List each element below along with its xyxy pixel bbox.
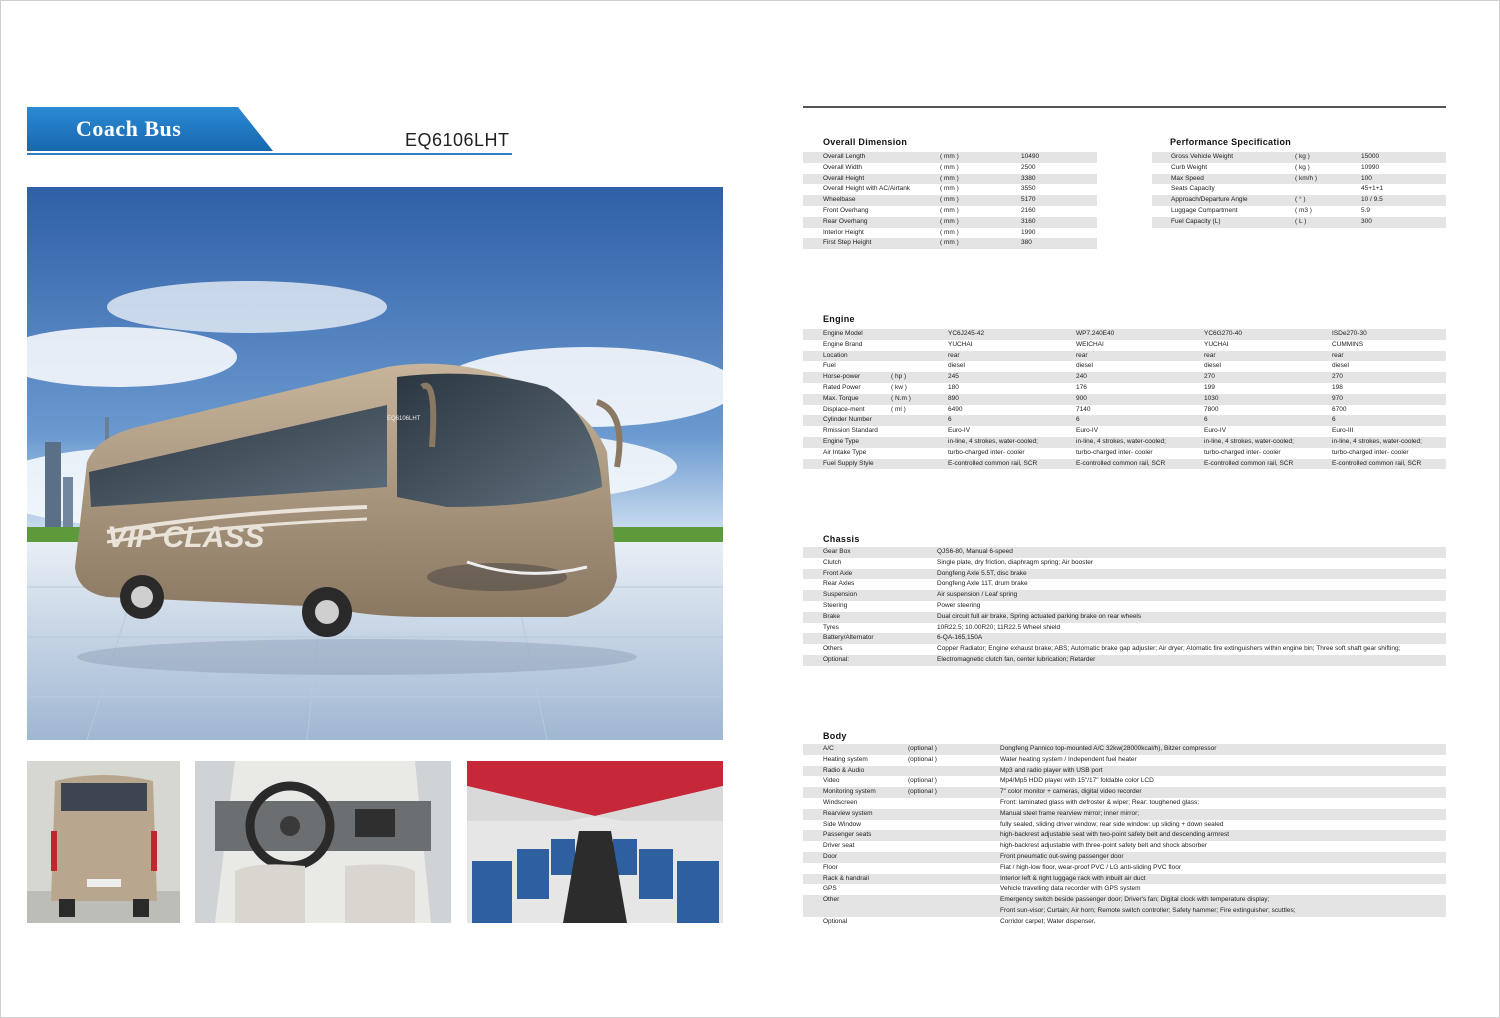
- table-row: Overall Length ( mm ) 10490: [803, 152, 1097, 163]
- table-row: Door Front pneumatic out-swing passenger door: [803, 852, 1446, 863]
- top-rule: [803, 106, 1446, 108]
- table-row: Rearview system Manual steel frame rearview mirror; inner mirror;: [803, 809, 1446, 820]
- table-row: Overall Height with AC/Airtank ( mm ) 3550: [823, 185, 1036, 193]
- table-row: GPS Vehicle travelling data recorder with GPS system: [823, 885, 1141, 893]
- overall-dimension-table: [803, 152, 1097, 249]
- table-row: Optional Corridor carpet; Water dispenser,: [823, 917, 1096, 925]
- table-row: Side Window fully sealed, sliding driver window; rear side window: up sliding + down sealed: [823, 820, 1224, 828]
- table-row: Rmission Standard Euro-IV Euro-IV Euro-IV Euro-III: [823, 427, 1354, 435]
- table-row: Heating system (optional ) Water heating system / Independent fuel heater: [823, 755, 1137, 763]
- table-row: Rear Axles Dongfeng Axle 11T, drum brake: [823, 580, 1028, 588]
- table-row: Video (optional ) Mp4/Mp5 HDD player with 15"/17" foldable color LCD: [823, 777, 1154, 785]
- table-row: First Step Height ( mm ) 380: [803, 238, 1097, 249]
- table-row: Floor Flat / high-low floor, wear-proof PVC / LG anti-sliding PVC floor: [823, 863, 1181, 871]
- table-row: Monitoring system (optional ) 7" color monitor + cameras, digital video recorder: [803, 787, 1446, 798]
- table-row: Rack & handrail Interior left & right luggage rack with inbuilt air duct: [803, 874, 1446, 885]
- cabin-image: [467, 761, 723, 923]
- table-row: Curb Weight ( kg ) 10990: [1171, 163, 1380, 171]
- table-row: Engine Model YC6J245-42 WP7.240E40 YC6G270-40 ISDe270-30: [803, 329, 1446, 340]
- table-row: Front Overhang ( mm ) 2160: [823, 206, 1036, 214]
- table-row: Other Emergency switch beside passenger door; Driver's fan; Digital clock with temperature display;: [803, 895, 1446, 906]
- table-row: Overall Height ( mm ) 3380: [803, 174, 1097, 185]
- body-table: [803, 744, 1446, 928]
- performance-table: [1152, 152, 1446, 228]
- engine-title: Engine: [823, 314, 855, 324]
- table-row: Fuel diesel diesel diesel diesel: [823, 362, 1349, 370]
- table-row: Gear Box QJS6-80, Manual 6-speed: [803, 547, 1446, 558]
- body-title: Body: [823, 731, 847, 741]
- table-row: Clutch Single plate, dry friction, diaphragm spring; Air booster: [823, 558, 1094, 566]
- vip-class-livery: VIP CLASS: [107, 521, 265, 554]
- table-row: Fuel Capacity (L) ( L ) 300: [1152, 217, 1446, 228]
- table-row: Wheelbase ( mm ) 5170: [803, 195, 1097, 206]
- table-row: Engine Brand YUCHAI WEICHAI YUCHAI CUMMINS: [823, 340, 1364, 348]
- table-row: Rated Power ( kw ) 180 176 199 198: [823, 383, 1343, 391]
- model-number: EQ6106LHT: [405, 130, 510, 150]
- table-row: Windscreen Front: laminated glass with defroster & wiper; Rear: toughened glass;: [823, 798, 1200, 806]
- table-row: Horse-power ( hp ) 245 240 270 270: [803, 372, 1446, 383]
- table-row: Steering Power steering: [823, 601, 981, 609]
- dashboard-image: [195, 761, 451, 923]
- table-row: Driver seat high-backrest adjustable with three-point safety belt and shock absorber: [823, 842, 1208, 850]
- table-row: Tyres 10R22.5; 10.00R20; 11R22.5 Wheel shield: [823, 623, 1061, 631]
- table-row: Approach/Departure Angle ( ° ) 10 / 9.5: [1152, 195, 1446, 206]
- hero-bus-image: [27, 187, 723, 740]
- header-rule: [27, 153, 512, 155]
- table-row: Gross Vehicle Weight ( kg ) 15000: [1152, 152, 1446, 163]
- table-row: Luggage Compartment ( m3 ) 5.9: [1171, 206, 1371, 214]
- windshield-label: EQ6106LHT: [387, 416, 421, 422]
- table-row: Optional: Electromagnetic clutch fan, center lubrication; Retarder: [803, 655, 1446, 666]
- rear-view-image: [27, 761, 180, 923]
- table-row: Air Intake Type turbo-charged inter- cooler turbo-charged inter- cooler turbo-charged inter- cooler turbo-charged inter- cooler: [823, 448, 1409, 456]
- table-row: Location rear rear rear rear: [803, 351, 1446, 362]
- table-row: Rear Overhang ( mm ) 3160: [803, 217, 1097, 228]
- chassis-table: [803, 547, 1446, 666]
- performance-title: Performance Specification: [1170, 137, 1292, 147]
- table-row: Max. Torque ( N.m ) 890 900 1030 970: [803, 394, 1446, 405]
- table-row: Radio & Audio Mp3 and radio player with USB port: [803, 766, 1446, 777]
- table-row: Max Speed ( km/h ) 100: [1152, 174, 1446, 185]
- table-row: Interior Height ( mm ) 1990: [823, 228, 1036, 236]
- table-row: Passenger seats high-backrest adjustable seat with two-point safety belt and descending armrest: [803, 830, 1446, 841]
- table-row: Brake Dual circuit full air brake, Spring actuated parking brake on rear wheels: [803, 612, 1446, 623]
- table-row: Engine Type in-line, 4 strokes, water-cooled; in-line, 4 strokes, water-cooled; in-line, 4 strokes, water-cooled; in-line, 4 strokes, water-cooled;: [803, 437, 1446, 448]
- table-row: Displace-ment ( ml ) 6490 7140 7800 6700: [823, 405, 1347, 413]
- table-row: Suspension Air suspension / Leaf spring: [803, 590, 1446, 601]
- table-row: Fuel Supply Style E-controlled common rail, SCR E-controlled common rail, SCR E-controlled common rail, SCR E-controlled common rail, SCR: [803, 459, 1446, 470]
- banner-title: Coach Bus: [76, 116, 182, 141]
- table-row: Front Axle Dongfeng Axle 5.5T, disc brake: [803, 569, 1446, 580]
- table-row: Seats Capacity 45+1+1: [1171, 185, 1384, 193]
- title-banner: [27, 107, 273, 151]
- overall-dimension-title: Overall Dimension: [823, 137, 908, 147]
- table-row: Cylinder Number 6 6 6 6: [803, 415, 1446, 426]
- table-row: Front sun-visor; Curtain; Air horn; Remote switch controller; Safety hammer; Fire extinguisher; scuttles;: [803, 906, 1446, 917]
- table-row: Others Copper Radiator; Engine exhaust brake; ABS; Automatic brake gap adjuster; Air dryer; Atomatic fire extinguishers within engine bin; Three soft shaft gear shifting;: [823, 645, 1401, 653]
- engine-table: [803, 329, 1446, 469]
- table-row: Overall Width ( mm ) 2500: [823, 163, 1036, 171]
- table-row: Battery/Alternator 6-QA-165,150A: [803, 633, 1446, 644]
- chassis-title: Chassis: [823, 534, 860, 544]
- table-row: A/C (optional ) Dongfeng Pannico top-mounted A/C 32kw(28000kcal/h), Bitzer compressor: [803, 744, 1446, 755]
